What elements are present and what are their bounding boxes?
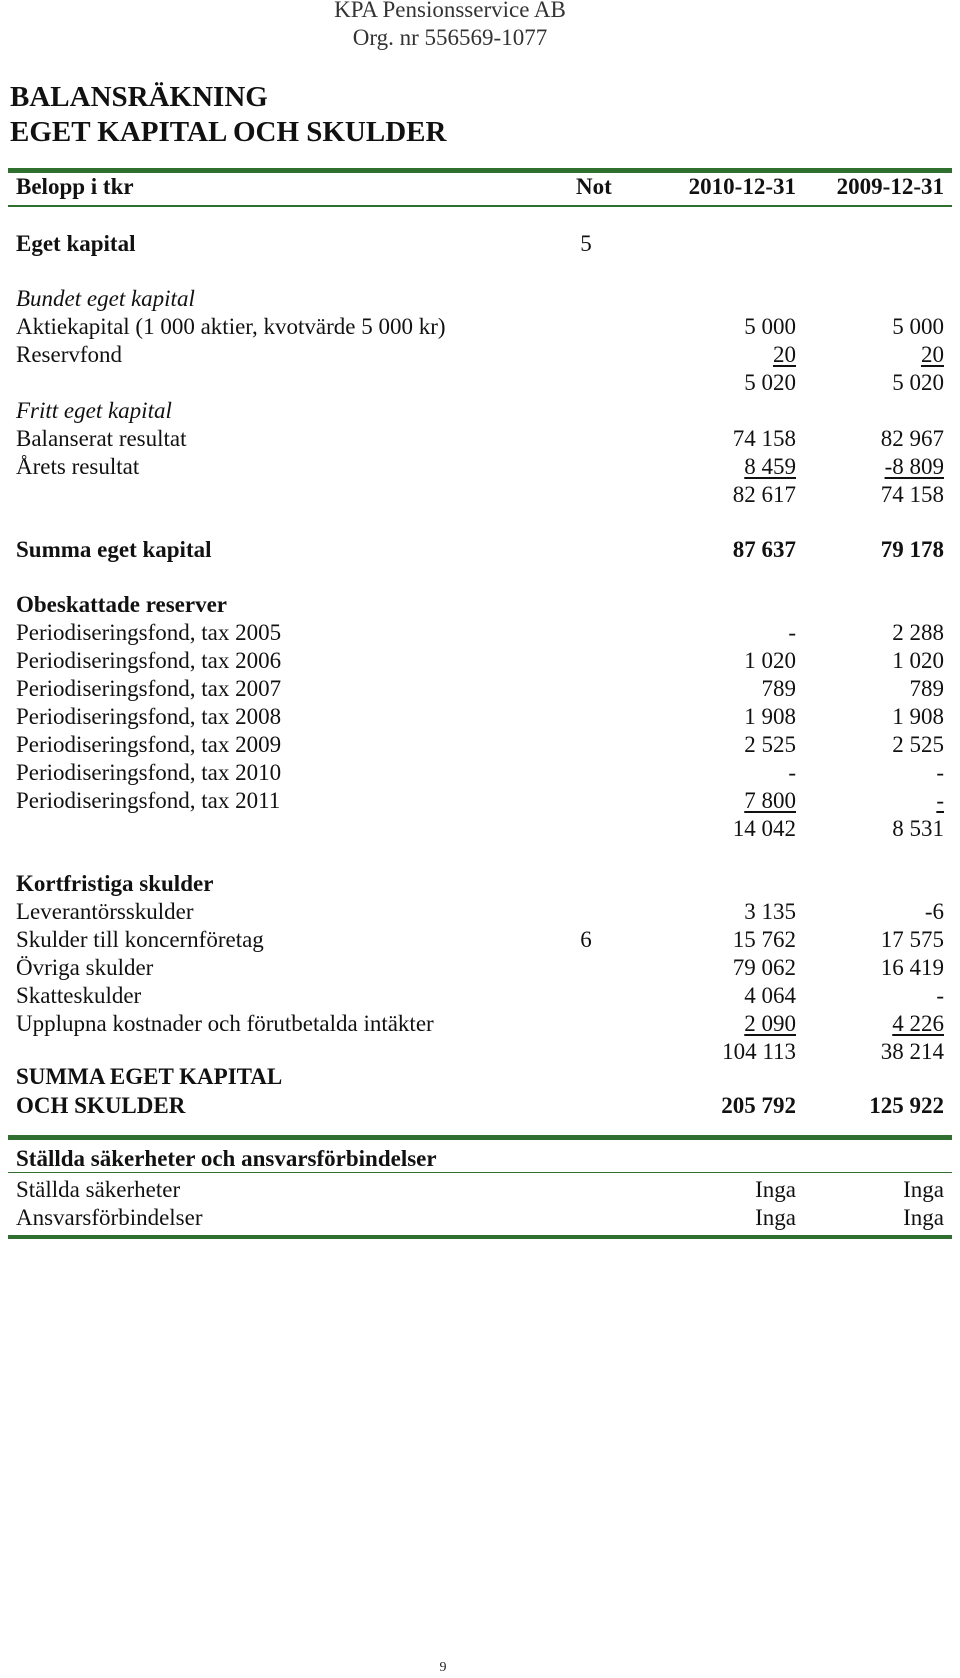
row-value-2009: 82 967	[880, 426, 944, 451]
summa-total-line1	[16, 1062, 946, 1091]
row-value-2010: 1 020	[744, 648, 796, 673]
row-label: Årets resultat	[16, 454, 140, 479]
row-value-2010: 1 908	[744, 704, 796, 729]
subtotal-2010: 82 617	[732, 482, 796, 507]
row-value-2009: 125 922	[869, 1093, 944, 1118]
note-ref: 5	[580, 231, 592, 256]
row-label: Balanserat resultat	[16, 426, 187, 451]
table-row	[16, 786, 946, 815]
subtotal-2009: 74 158	[880, 482, 944, 507]
subheading-label: Fritt eget kapital	[16, 398, 172, 423]
row-value-2009: -	[936, 983, 944, 1008]
row-value-2009: Inga	[903, 1205, 944, 1230]
row-label: Upplupna kostnader och förutbetalda intäkter	[16, 1011, 434, 1036]
title-line2: EGET KAPITAL OCH SKULDER	[10, 116, 447, 148]
row-value-2010: 2 525	[744, 732, 796, 757]
section-heading-label: Ställda säkerheter och ansvarsförbindelser	[16, 1146, 437, 1171]
subtotal-row	[16, 814, 946, 843]
row-value-2009: 20	[921, 342, 944, 367]
note-ref: 6	[580, 927, 592, 952]
row-value-2010: 7 800	[744, 788, 796, 813]
header-col2: 2009-12-31	[836, 174, 944, 199]
org-number: Org. nr 556569-1077	[352, 25, 548, 50]
row-value-2010: 2 090	[744, 1011, 796, 1036]
section-heading-label: Kortfristiga skulder	[16, 871, 214, 896]
row-label: Periodiseringsfond, tax 2006	[16, 648, 282, 673]
table-row	[16, 702, 946, 731]
row-value-2010: -	[788, 760, 796, 785]
row-value-2010: 15 762	[732, 927, 796, 952]
table-row	[16, 758, 946, 787]
table-row	[16, 424, 946, 453]
subheading-label: Bundet eget kapital	[16, 286, 195, 311]
row-value-2010: 4 064	[744, 983, 796, 1008]
row-value-2010: Inga	[755, 1205, 796, 1230]
table-row	[16, 1009, 946, 1038]
row-label: Skatteskulder	[16, 983, 142, 1008]
row-label: Periodiseringsfond, tax 2011	[16, 788, 281, 813]
row-value-2009: 789	[909, 676, 944, 701]
subtotal-row	[16, 368, 946, 397]
row-value-2009: -	[936, 788, 944, 813]
row-value-2010: 5 000	[744, 314, 796, 339]
table-row	[16, 340, 946, 369]
row-value-2010: 205 792	[721, 1093, 796, 1118]
row-value-2010: 79 062	[732, 955, 796, 980]
section-heading-kortfristiga	[16, 869, 946, 898]
row-value-2009: -8 809	[884, 454, 944, 479]
row-value-2009: Inga	[903, 1177, 944, 1202]
section-heading-label: Obeskattade reserver	[16, 592, 227, 617]
row-label: Ställda säkerheter	[16, 1177, 181, 1202]
subtotal-2010: 14 042	[732, 816, 796, 841]
table-row	[16, 312, 946, 341]
row-value-2010: 74 158	[732, 426, 796, 451]
row-value-2009: 2 525	[892, 732, 944, 757]
table-row	[16, 730, 946, 759]
row-label: Skulder till koncernföretag	[16, 927, 264, 952]
section-heading-label: Eget kapital	[16, 231, 136, 256]
table-row	[16, 618, 946, 647]
row-label: Leverantörsskulder	[16, 899, 194, 924]
row-value-2010: 3 135	[744, 899, 796, 924]
row-value-2009: 2 288	[892, 620, 944, 645]
table-row	[16, 452, 946, 481]
header-not: Not	[576, 174, 612, 199]
summa-eget-kapital-row	[16, 535, 946, 564]
header-col1: 2010-12-31	[688, 174, 796, 199]
title-line1: BALANSRÄKNING	[10, 81, 268, 113]
subheading-bundet	[16, 284, 946, 313]
row-value-2010: 8 459	[744, 454, 796, 479]
row-value-2009: 4 226	[892, 1011, 944, 1036]
subtotal-row	[16, 480, 946, 509]
row-label: OCH SKULDER	[16, 1093, 186, 1118]
table-row	[16, 981, 946, 1010]
subtotal-2010: 104 113	[722, 1039, 796, 1064]
row-value-2009: 1 908	[892, 704, 944, 729]
subtotal-2009: 5 020	[892, 370, 944, 395]
company-name: KPA Pensionsservice AB	[334, 0, 566, 22]
table-row	[16, 1203, 946, 1232]
page-title	[10, 80, 446, 150]
summa-total-row	[16, 1091, 946, 1120]
header-bottom-rule	[8, 205, 952, 207]
row-label: Periodiseringsfond, tax 2007	[16, 676, 282, 701]
table-row	[16, 953, 946, 982]
row-label: Reservfond	[16, 342, 123, 367]
subheading-fritt	[16, 396, 946, 425]
table-row	[16, 646, 946, 675]
table-row	[16, 674, 946, 703]
stallda-bottom-rule	[8, 1235, 952, 1239]
row-value-2009: 17 575	[880, 927, 944, 952]
row-label: Summa eget kapital	[16, 537, 212, 562]
row-value-2009: 5 000	[892, 314, 944, 339]
row-label: Ansvarsförbindelser	[16, 1205, 203, 1230]
header-label: Belopp i tkr	[16, 174, 134, 199]
row-value-2009: 16 419	[880, 955, 944, 980]
row-value-2010: 789	[761, 676, 796, 701]
table-header	[16, 172, 946, 201]
row-value-2010: 20	[773, 342, 796, 367]
row-value-2009: -6	[924, 899, 944, 924]
row-label: Aktiekapital (1 000 aktier, kvotvärde 5 000 kr)	[16, 314, 446, 339]
row-value-2010: -	[788, 620, 796, 645]
table-row	[16, 1175, 946, 1204]
section-heading-obeskattade	[16, 590, 946, 619]
subtotal-2010: 5 020	[744, 370, 796, 395]
stallda-heading-rule	[8, 1172, 952, 1173]
row-value-2009: -	[936, 760, 944, 785]
row-label: Periodiseringsfond, tax 2009	[16, 732, 282, 757]
row-label: Periodiseringsfond, tax 2008	[16, 704, 282, 729]
subtotal-2009: 8 531	[892, 816, 944, 841]
page-number-text: 9	[439, 1660, 447, 1675]
row-value-2010: 87 637	[732, 537, 796, 562]
section-heading-eget-kapital	[16, 229, 946, 258]
row-value-2009: 79 178	[880, 537, 944, 562]
table-row	[16, 925, 946, 954]
row-value-2010: Inga	[755, 1177, 796, 1202]
section-heading-stallda	[16, 1144, 946, 1173]
table-row	[16, 897, 946, 926]
company-header	[0, 0, 960, 52]
page-number	[0, 1660, 960, 1676]
row-label: SUMMA EGET KAPITAL	[16, 1064, 283, 1089]
row-label: Periodiseringsfond, tax 2010	[16, 760, 282, 785]
row-value-2009: 1 020	[892, 648, 944, 673]
stallda-top-rule	[8, 1135, 952, 1140]
subtotal-2009: 38 214	[880, 1039, 944, 1064]
row-label: Övriga skulder	[16, 955, 154, 980]
row-label: Periodiseringsfond, tax 2005	[16, 620, 282, 645]
